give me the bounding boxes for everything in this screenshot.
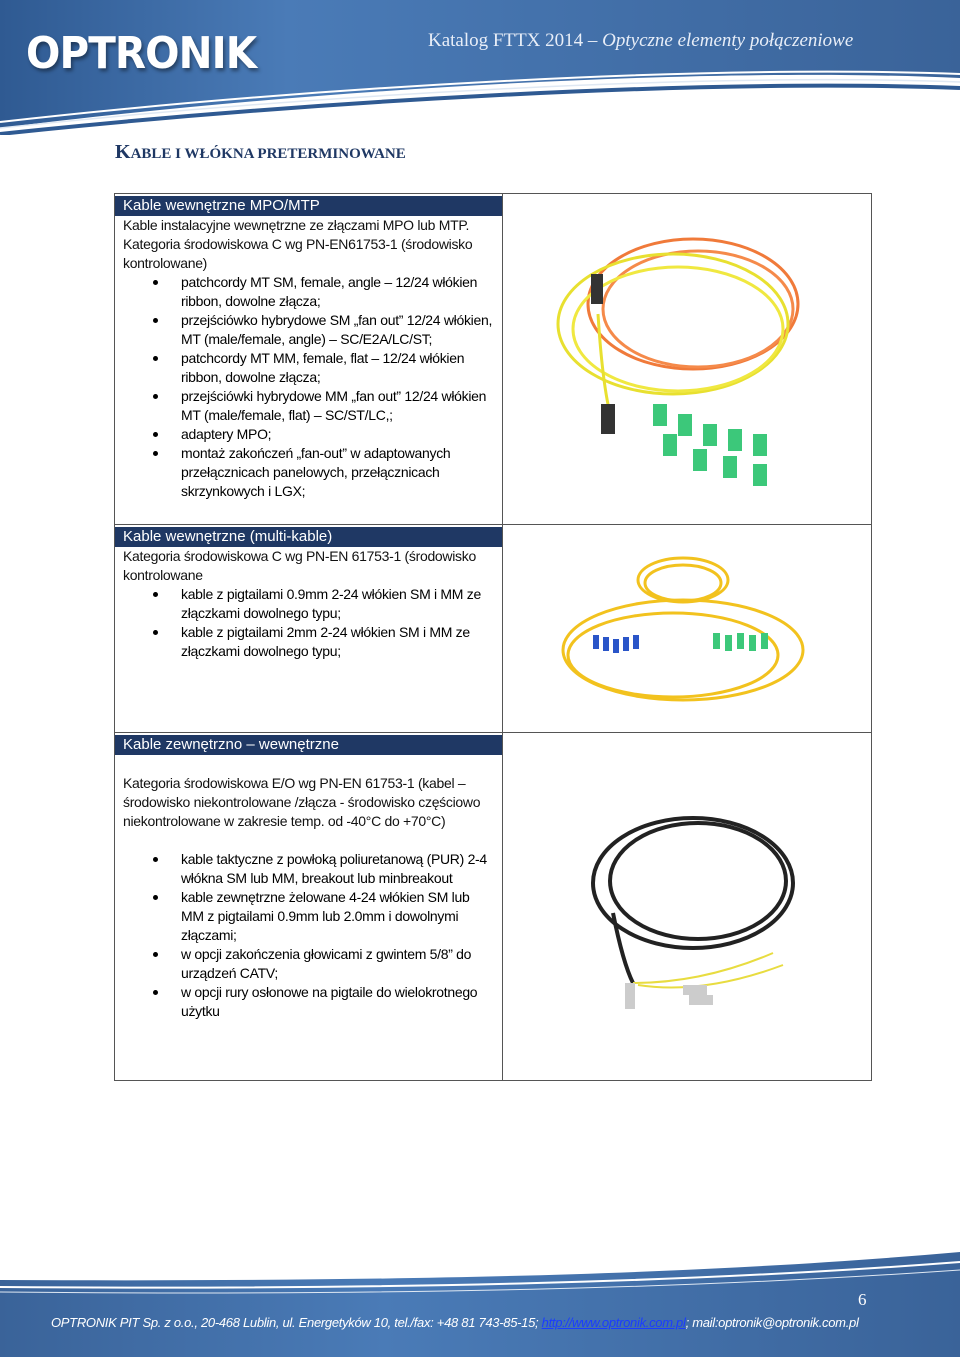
section-mpo [115, 194, 503, 525]
catalog-title: Katalog FTTX 2014 – Optyczne elementy połączeniowe [428, 30, 854, 51]
list-item: patchcordy MT SM, female, angle – 12/24 włókien ribbon, dowolne złącza; [181, 273, 494, 311]
product-table [114, 193, 872, 1081]
list-item: w opcji rury osłonowe na pigtaile do wielokrotnego użytku [181, 983, 494, 1021]
list-item: kable z pigtailami 2mm 2-24 włókien SM i MM ze złączkami dowolnego typu; [181, 623, 494, 661]
section-intro: Kategoria środowiskowa C wg PN-EN 61753-1 (środowisko kontrolowane [123, 548, 476, 583]
section-heading: Kable wewnętrzne (multi-kable) [115, 527, 502, 547]
list-item: w opcji zakończenia głowicami z gwintem 5/8” do urządzeń CATV; [181, 945, 494, 983]
section-multi-cable [115, 525, 503, 733]
list-item: przejściówko hybrydowe SM „fan out” 12/24 włókien, MT (male/female, angle) – SC/E2A/LC/ST; [181, 312, 493, 347]
tactical-cable-image [503, 733, 871, 1075]
section-intro: Kategoria środowiskowa E/O wg PN-EN 61753-1 (kabel – środowisko niekontrolowane /złącza - środowisko częściowo niekontrolowane w zakresie temp. od -40°C do +70°C) [123, 775, 481, 829]
section-intro: Kategoria środowiskowa C wg PN-EN61753-1 (środowisko kontrolowane) [123, 236, 473, 271]
list-item: patchcordy MT MM, female, flat – 12/24 włókien ribbon, dowolne złącza; [181, 349, 494, 387]
product-image-multi [503, 525, 872, 733]
page-number: 6 [858, 1290, 867, 1309]
multi-cable-image [503, 525, 871, 727]
section-heading: Kable zewnętrzno – wewnętrzne [115, 735, 502, 755]
website-link[interactable]: http://www.optronik.com.pl [541, 1315, 686, 1330]
feature-list [115, 850, 502, 1021]
section-outdoor-indoor [115, 733, 503, 1081]
list-item: kable z pigtailami 0.9mm 2-24 włókien SM i MM ze złączkami dowolnego typu; [181, 585, 494, 623]
list-item: adaptery MPO; [181, 425, 494, 444]
product-image-outdoor [503, 733, 872, 1081]
product-image-mpo [503, 194, 872, 525]
list-item: montaż zakończeń „fan-out” w adaptowanych przełącznicach panelowych, przełącznicach skrzynkowych i LGX; [181, 444, 494, 501]
footer-banner [0, 1240, 960, 1357]
list-item: kable zewnętrzne żelowane 4-24 włókien SM lub MM z pigtailami 0.9mm lub 2.0mm i dowolnymi złączami; [181, 888, 494, 945]
list-item: kable taktyczne z powłoką poliuretanową (PUR) 2-4 włókna SM lub MM, breakout lub minbreakout [181, 850, 494, 888]
footer-contact: OPTRONIK PIT Sp. z o.o., 20-468 Lublin, ul. Energetyków 10, tel./fax: +48 81 743-85-15; http://www.optronik.com.pl; mail:optronik@optronik.com.pl [51, 1315, 859, 1330]
optronik-logo: OPTRONIK [26, 28, 257, 79]
section-intro: Kable instalacyjne wewnętrzne ze złączami MPO lub MTP. [123, 217, 470, 233]
mpo-fanout-cable-image [503, 194, 871, 519]
feature-list [115, 585, 502, 661]
page-title: KABLE I WŁÓKNA PRETERMINOWANE [115, 141, 406, 163]
section-heading: Kable wewnętrzne MPO/MTP [115, 196, 502, 216]
feature-list [115, 273, 502, 501]
list-item: przejściówki hybrydowe MM „fan out” 12/24 włókien MT (male/female, flat) – SC/ST/LC,; [181, 387, 494, 425]
